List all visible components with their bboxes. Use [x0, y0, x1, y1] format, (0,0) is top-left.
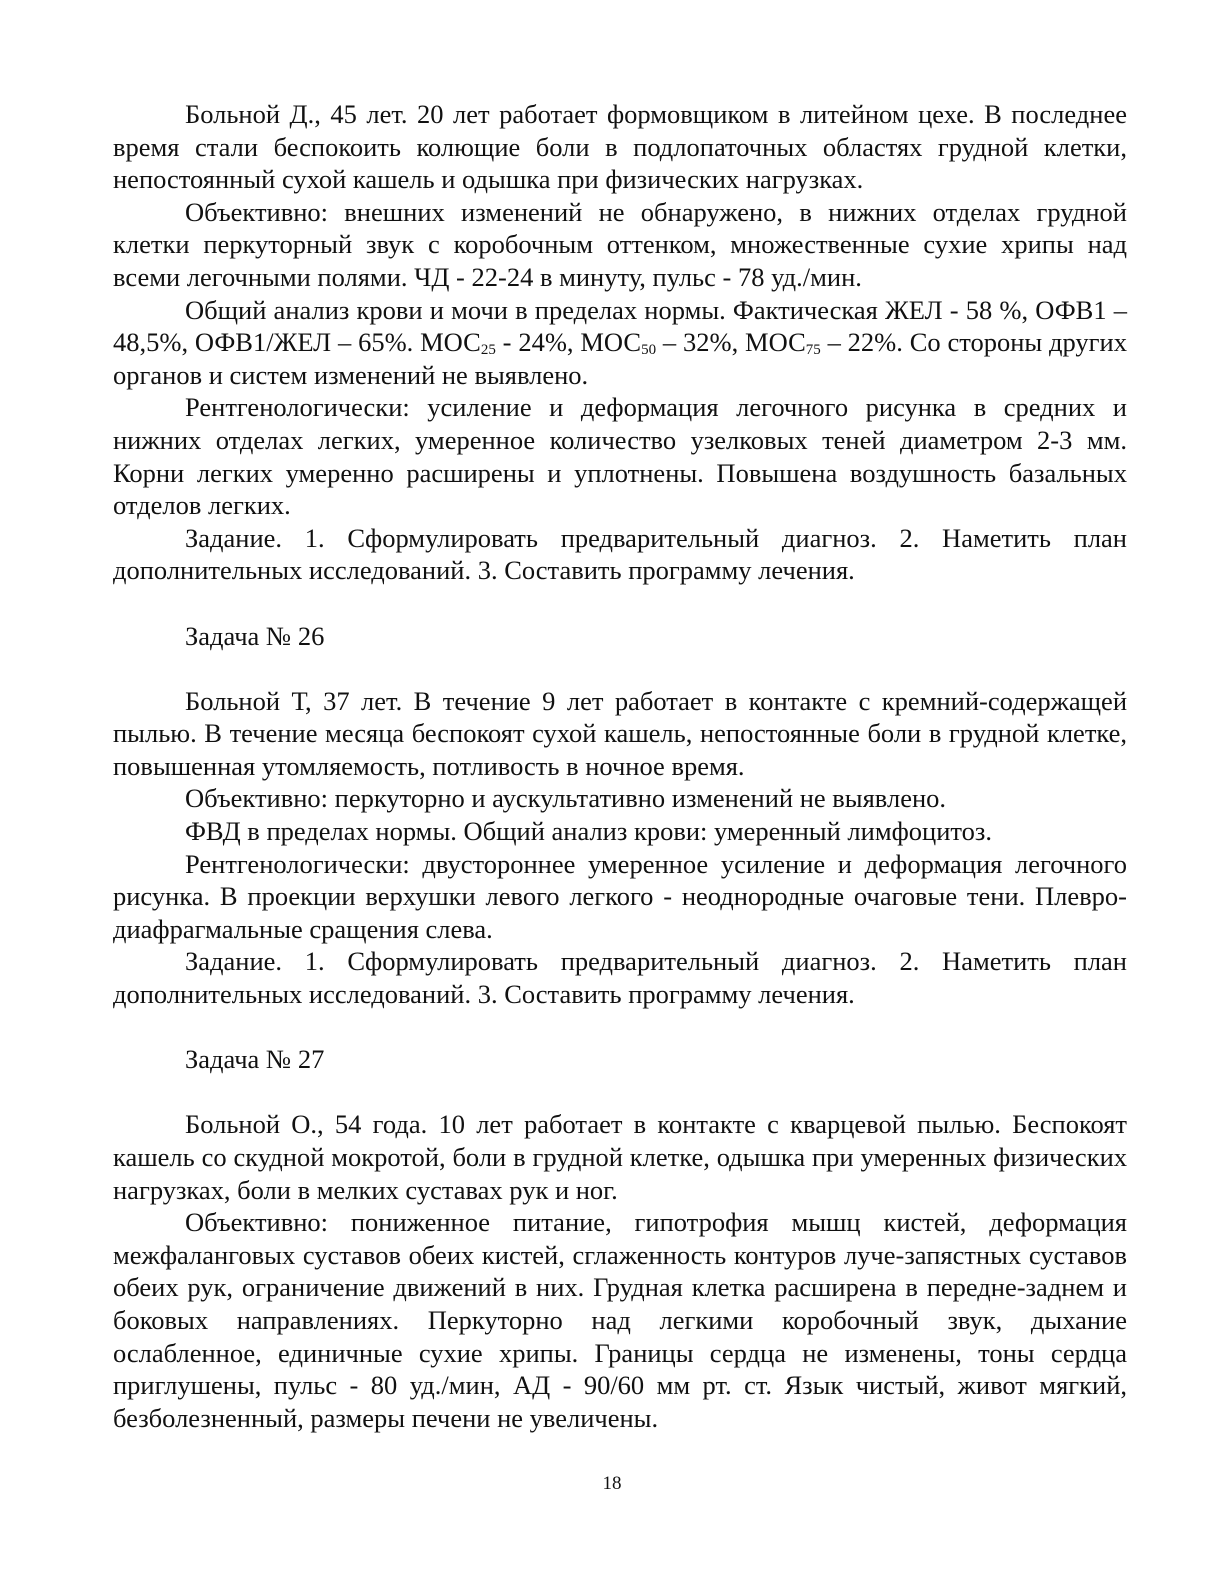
case27-title: Задача № 27 [185, 1044, 325, 1075]
case26-labs: ФВД в пределах нормы. Общий анализ крови: умеренный лимфоцитоз. [185, 816, 992, 847]
case25-labs-text-3: – 32%, МОС [656, 327, 806, 358]
page-number: 18 [602, 1473, 622, 1494]
case26-xray: Рентгенологически: двустороннее умеренное усиление и деформация легочного рисунка. В проекции верхушки левого легкого - неоднородные очаговые тени. Плевро-диафрагмальные сращения слева. [113, 848, 1127, 944]
case25-labs-sub-1: 25 [480, 342, 496, 359]
case25-labs-sub-3: 75 [805, 342, 821, 359]
case25-labs-text-4: – 22%. Со стороны других органов и систем изменений не выявлено. [113, 327, 1127, 390]
document-page [113, 98, 1127, 1434]
case25-complaints: Больной Д., 45 лет. 20 лет работает формовщиком в литейном цехе. В последнее время стали беспокоить колющие боли в подлопаточных областях грудной клетки, непостоянный сухой кашель и одышка при физических нагрузках. [113, 99, 1127, 195]
case27-objective: Объективно: пониженное питание, гипотрофия мышц кистей, деформация межфаланговых суставов обеих кистей, сглаженность контуров луче-запястных суставов обеих рук, ограничение движений в них. Грудная клетка расширена в передне-заднем и боковых направлениях. Перкуторно над легкими коробочный звук, дыхание ослабленное, единичные сухие хрипы. Границы сердца не изменены, тоны сердца приглушены, пульс - 80 уд./мин, АД - 90/60 мм рт. ст. Язык чистый, живот мягкий, безболезненный, размеры печени не увеличены. [113, 1207, 1127, 1433]
case25-xray: Рентгенологически: усиление и деформация легочного рисунка в средних и нижних отделах легких, умеренное количество узелковых теней диаметром 2-3 мм. Корни легких умеренно расширены и уплотнены. Повышена воздушность базальных отделов легких. [113, 392, 1127, 521]
case25-assignment: Задание. 1. Сформулировать предварительный диагноз. 2. Наметить план дополнительных исследований. 3. Составить программу лечения. [113, 522, 1127, 586]
spacer [113, 1011, 1127, 1044]
spacer [113, 587, 1127, 620]
case25-labs-text-2: - 24%, МОС [495, 327, 642, 358]
case25-labs [113, 294, 1127, 392]
case27-complaints: Больной О., 54 года. 10 лет работает в контакте с кварцевой пылью. Беспокоят кашель со скудной мокротой, боли в грудной клетке, одышка при умеренных физических нагрузках, боли в мелких суставах рук и ног. [113, 1109, 1127, 1205]
case26-complaints: Больной Т, 37 лет. В течение 9 лет работает в контакте с кремний-содержащей пылью. В течение месяца беспокоят сухой кашель, непостоянные боли в грудной клетке, повышенная утомляемость, потливость в ночное время. [113, 685, 1127, 781]
case26-objective: Объективно: перкуторно и аускультативно изменений не выявлено. [185, 783, 947, 814]
spacer [113, 1076, 1127, 1109]
case25-labs-sub-2: 50 [641, 342, 657, 359]
case26-assignment: Задание. 1. Сформулировать предварительный диагноз. 2. Наметить план дополнительных исследований. 3. Составить программу лечения. [113, 946, 1127, 1010]
spacer [113, 652, 1127, 685]
case25-objective: Объективно: внешних изменений не обнаружено, в нижних отделах грудной клетки перкуторный звук с коробочным оттенком, множественные сухие хрипы над всеми легочными полями. ЧД - 22-24 в минуту, пульс - 78 уд./мин. [113, 196, 1127, 292]
case25-labs-text-1: Общий анализ крови и мочи в пределах нормы. Фактическая ЖЕЛ - 58 %, ОФВ1 – 48,5%, ОФВ1/ЖЕЛ – 65%. МОС [113, 294, 1127, 358]
case26-title: Задача № 26 [185, 620, 325, 651]
